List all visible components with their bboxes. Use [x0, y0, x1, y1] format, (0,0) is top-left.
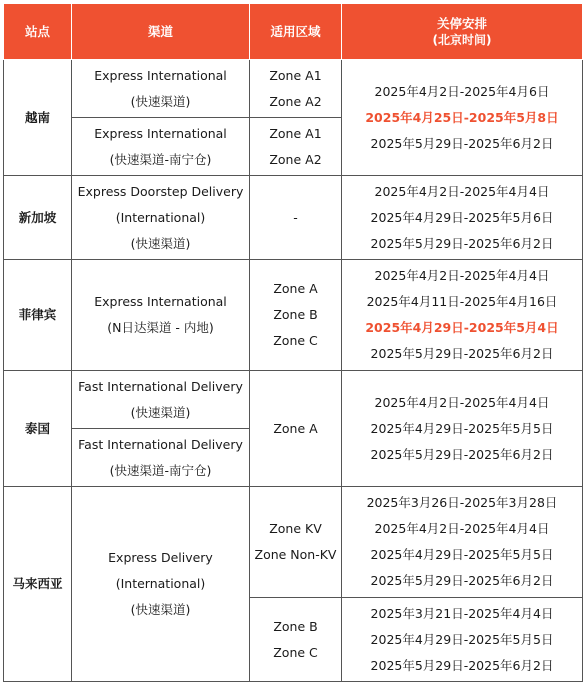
date-range: 2025年4月29日-2025年5月6日 [370, 209, 554, 225]
channel-line: Fast International Delivery [78, 436, 243, 452]
schedule-cell [342, 487, 583, 598]
schedule-cell [342, 60, 583, 176]
channel-line: (快速渠道) [130, 602, 191, 617]
zone-line: Zone B [273, 618, 318, 634]
date-range: 2025年4月2日-2025年4月4日 [374, 268, 550, 283]
zone-line: Zone A [273, 281, 318, 296]
date-range: 2025年4月2日-2025年4月4日 [374, 394, 550, 410]
channel-cell [72, 429, 250, 487]
date-range: 2025年4月2日-2025年4月4日 [374, 521, 550, 536]
channel-cell [72, 118, 250, 176]
channel-line: Express Doorstep Delivery [77, 183, 244, 199]
header-schedule-sub: (北京时间) [432, 32, 492, 47]
zone-line: Zone A1 [269, 67, 322, 83]
zone-cell: Zone A [250, 371, 342, 487]
channel-cell [72, 176, 250, 260]
date-range-highlight: 2025年4月25日-2025年5月8日 [365, 109, 559, 125]
table-row [4, 176, 583, 260]
channel-cell [72, 60, 250, 118]
zone-line: Zone A2 [269, 151, 322, 167]
zone-cell: - [250, 176, 342, 260]
date-range: 2025年4月2日-2025年4月6日 [374, 83, 550, 99]
channel-line: (International) [115, 209, 206, 225]
zone-cell [250, 60, 342, 118]
channel-line: Express Delivery [108, 550, 213, 565]
channel-line: Express International [94, 67, 227, 83]
zone-line: Zone Non-KV [254, 547, 337, 562]
zone-line: Zone A1 [269, 125, 322, 141]
zone-line: Zone C [273, 333, 318, 348]
channel-line: (快速渠道-南宁仓) [109, 151, 212, 167]
date-range-highlight: 2025年4月29日-2025年5月4日 [365, 320, 559, 335]
date-range: 2025年5月29日-2025年6月2日 [370, 135, 554, 151]
schedule-cell [342, 260, 583, 371]
date-range: 2025年4月2日-2025年4月4日 [374, 183, 550, 199]
header-row [4, 4, 583, 60]
header-zone: 适用区域 [250, 4, 342, 60]
date-range: 2025年5月29日-2025年6月2日 [370, 235, 554, 251]
channel-line: Express International [94, 294, 227, 309]
date-range: 2025年5月29日-2025年6月2日 [370, 657, 554, 673]
channel-line: (快速渠道) [130, 404, 191, 420]
date-range: 2025年5月29日-2025年6月2日 [370, 346, 554, 361]
schedule-cell [342, 371, 583, 487]
channel-cell [72, 371, 250, 429]
date-range: 2025年3月21日-2025年4月4日 [370, 605, 554, 621]
channel-line: (N日达渠道 - 内地) [107, 320, 214, 335]
date-range: 2025年5月29日-2025年6月2日 [370, 573, 554, 588]
channel-line: Express International [94, 125, 227, 141]
table-row [4, 371, 583, 429]
site-singapore: 新加坡 [4, 176, 72, 260]
date-range: 2025年5月29日-2025年6月2日 [370, 446, 554, 462]
table-row [4, 487, 583, 598]
site-vietnam: 越南 [4, 60, 72, 176]
date-range: 2025年4月11日-2025年4月16日 [366, 294, 558, 309]
zone-cell [250, 598, 342, 682]
date-range: 2025年3月26日-2025年3月28日 [366, 495, 558, 510]
table-row [4, 60, 583, 118]
schedule-cell [342, 598, 583, 682]
channel-line: (International) [115, 576, 206, 591]
zone-line: Zone C [273, 644, 318, 660]
header-schedule [342, 4, 583, 60]
channel-line: (快速渠道) [130, 93, 191, 109]
zone-cell [250, 118, 342, 176]
date-range: 2025年4月29日-2025年5月5日 [370, 547, 554, 562]
schedule-cell [342, 176, 583, 260]
zone-line: Zone A2 [269, 93, 322, 109]
channel-cell [72, 487, 250, 682]
site-philippines: 菲律宾 [4, 260, 72, 371]
header-site: 站点 [4, 4, 72, 60]
zone-cell [250, 260, 342, 371]
site-thailand: 泰国 [4, 371, 72, 487]
zone-line: Zone KV [269, 521, 322, 536]
channel-line: Fast International Delivery [78, 378, 243, 394]
channel-line: (快速渠道) [130, 235, 191, 251]
header-channel: 渠道 [72, 4, 250, 60]
zone-cell [250, 487, 342, 598]
site-malaysia: 马来西亚 [4, 487, 72, 682]
zone-line: Zone B [273, 307, 318, 322]
channel-cell [72, 260, 250, 371]
table-row [4, 260, 583, 371]
header-schedule-title: 关停安排 [436, 15, 487, 31]
channel-line: (快速渠道-南宁仓) [109, 462, 212, 478]
date-range: 2025年4月29日-2025年5月5日 [370, 420, 554, 436]
date-range: 2025年4月29日-2025年5月5日 [370, 631, 554, 647]
shutdown-schedule-table [3, 3, 583, 682]
